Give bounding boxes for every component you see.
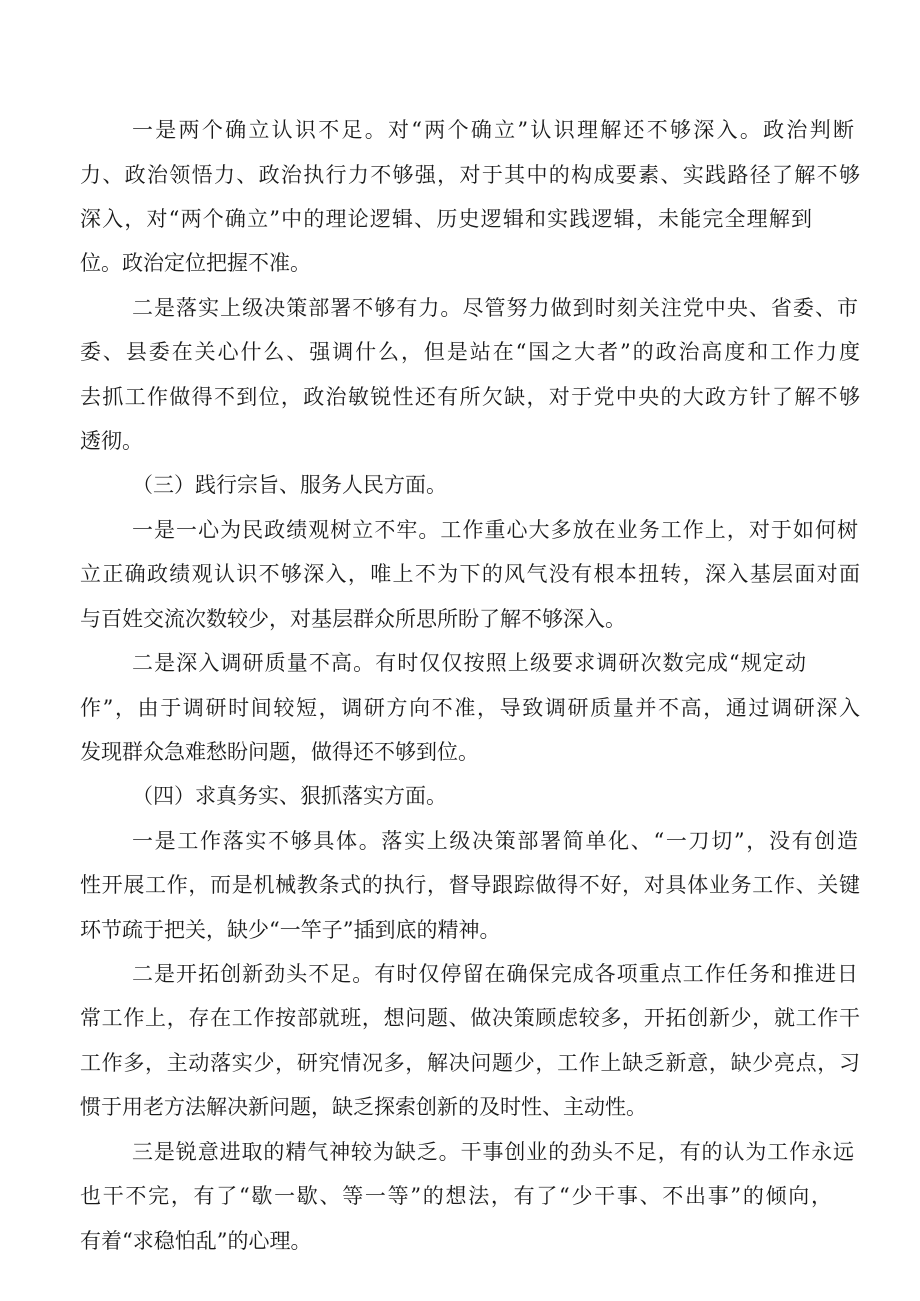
text-line: 常工作上，存在工作按部就班，想问题、做决策顾虑较多，开拓创新少，就工作干 — [80, 1006, 860, 1030]
text-line: 力、政治领悟力、政治执行力不够强，对于其中的构成要素、实践路径了解不够 — [80, 163, 860, 187]
text-line: 透彻。 — [80, 429, 143, 453]
text-line: 发现群众急难愁盼问题，做得还不够到位。 — [80, 740, 479, 764]
text-line: 二是落实上级决策部署不够有力。尽管努力做到时刻关注党中央、省委、市 — [132, 296, 858, 320]
section-heading-practical-work: （四）求真务实、狠抓落实方面。 — [132, 784, 447, 808]
text-line: 工作多，主动落实少，研究情况多，解决问题少，工作上缺乏新意，缺少亮点，习 — [80, 1051, 860, 1075]
text-line: 位。政治定位把握不准。 — [80, 251, 311, 275]
text-line: 二是开拓创新劲头不足。有时仅停留在确保完成各项重点工作任务和推进日 — [132, 962, 858, 986]
text-line: 一是工作落实不够具体。落实上级决策部署简单化、“一刀切”，没有创造 — [132, 829, 858, 853]
text-line: 立正确政绩观认识不够深入，唯上不为下的风气没有根本扭转，深入基层面对面 — [80, 562, 860, 586]
text-line: 作”，由于调研时间较短，调研方向不准，导致调研质量并不高，通过调研深入 — [80, 696, 860, 720]
text-line: 有着“求稳怕乱”的心理。 — [80, 1229, 312, 1253]
text-line: 一是两个确立认识不足。对“两个确立”认识理解还不够深入。政治判断 — [132, 118, 854, 142]
section-heading-serve-people: （三）践行宗旨、服务人民方面。 — [132, 473, 447, 497]
text-line: 二是深入调研质量不高。有时仅仅按照上级要求调研次数完成“规定动 — [132, 651, 806, 675]
text-line: 环节疏于把关，缺少“一竿子”插到底的精神。 — [80, 918, 501, 942]
text-line: 委、县委在关心什么、强调什么，但是站在“国之大者”的政治高度和工作力度 — [80, 340, 860, 364]
text-line: 惯于用老方法解决新问题，缺乏探索创新的及时性、主动性。 — [80, 1095, 647, 1119]
text-line: 性开展工作，而是机械教条式的执行，督导跟踪做得不好，对具体业务工作、关键 — [80, 873, 860, 897]
text-line: 与百姓交流次数较少，对基层群众所思所盼了解不够深入。 — [80, 607, 626, 631]
text-line: 一是一心为民政绩观树立不牢。工作重心大多放在业务工作上，对于如何树 — [132, 518, 858, 542]
text-line: 去抓工作做得不到位，政治敏锐性还有所欠缺，对于党中央的大政方针了解不够 — [80, 385, 860, 409]
text-line: 三是锐意进取的精气神较为缺乏。干事创业的劲头不足，有的认为工作永远 — [132, 1140, 854, 1164]
text-line: 深入，对“两个确立”中的理论逻辑、历史逻辑和实践逻辑，未能完全理解到 — [80, 207, 812, 231]
text-line: 也干不完，有了“歇一歇、等一等”的想法，有了“少干事、不出事”的倾向， — [80, 1184, 832, 1208]
